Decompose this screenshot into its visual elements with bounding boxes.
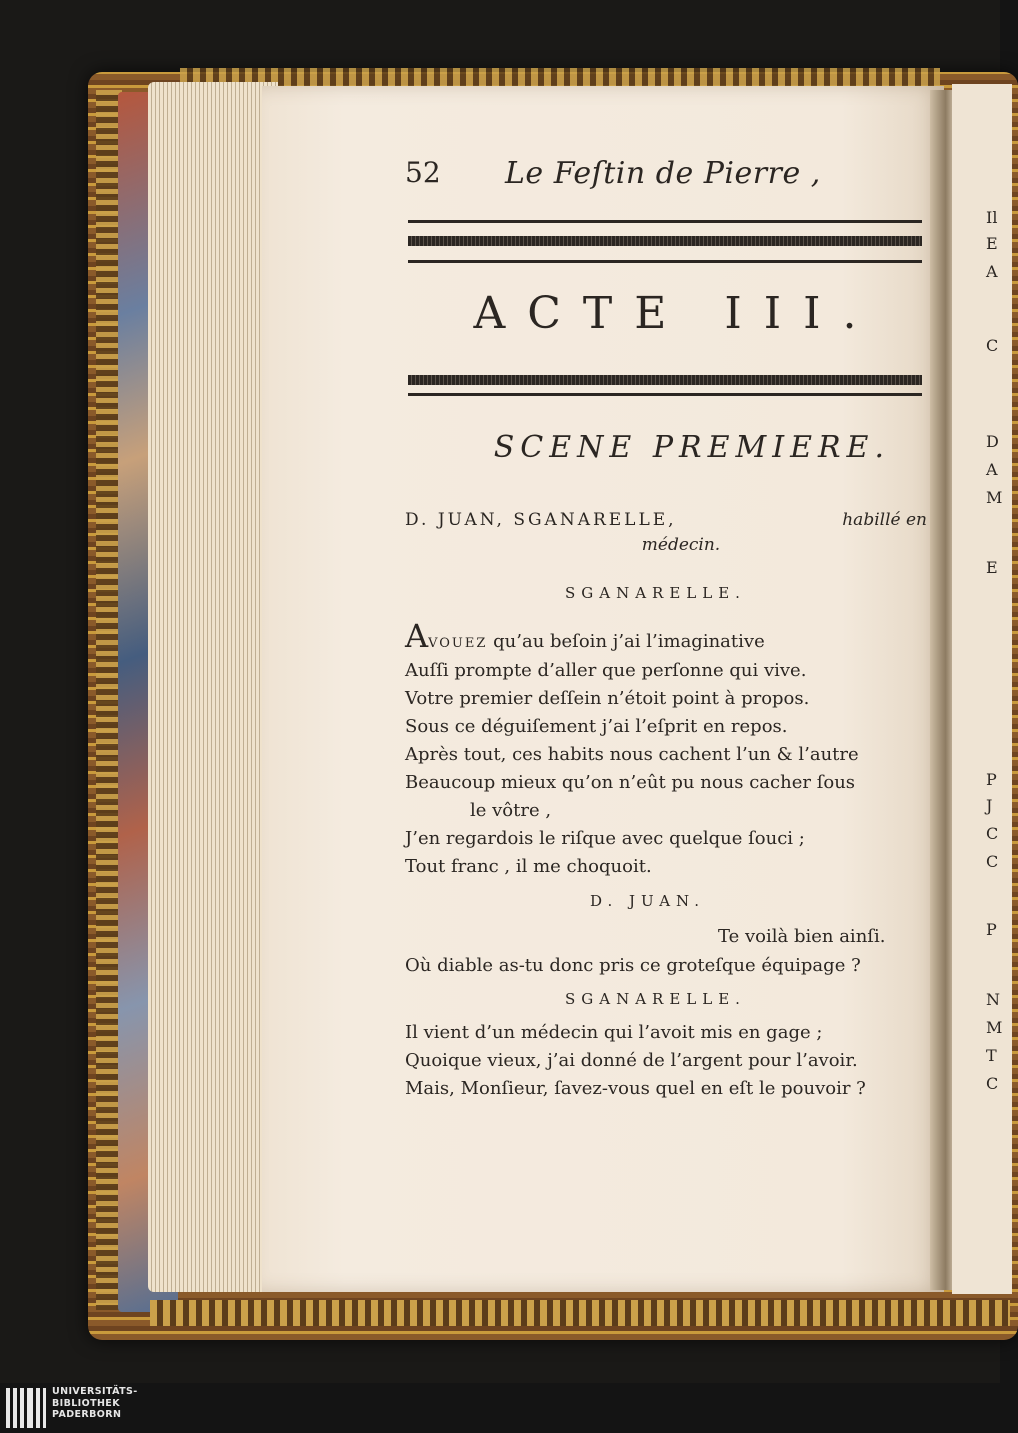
footer-bar [0, 1383, 1000, 1433]
verse-line: Votre premier deſſein n’étoit point à propos. [405, 688, 810, 709]
verse-line [405, 617, 935, 655]
facing-page-letter: A [986, 262, 998, 281]
verse-line: le vôtre , [470, 800, 552, 821]
speaker-sganarelle-2: SGANARELLE. [565, 990, 746, 1008]
verse-line: Tout franc , il me choquoit. [405, 856, 652, 877]
facing-page-letter: Il [986, 208, 998, 227]
facing-page-letter: E [986, 234, 998, 253]
verse-line: Il vient d’un médecin qui l’avoit mis en gage ; [405, 1022, 823, 1043]
right-page-fragment [952, 84, 1012, 1294]
speaker-sganarelle-1: SGANARELLE. [565, 584, 746, 602]
rule-thick-top [408, 236, 922, 246]
facing-page-letter: C [986, 1074, 999, 1093]
running-header [405, 150, 845, 200]
drop-cap: A [405, 617, 429, 655]
verse-line: J’en regardois le riſque avec quelque ſouci ; [405, 828, 805, 849]
facing-page-letter: M [986, 488, 1003, 507]
verse-line: Mais, Monſieur, ſavez-vous quel en eſt le pouvoir ? [405, 1078, 866, 1099]
logo-line-3: PADERBORN [52, 1409, 122, 1420]
page-edges [148, 82, 278, 1292]
library-logo-text [52, 1386, 138, 1421]
facing-page-letter: E [986, 558, 998, 577]
page-number: 52 [405, 156, 441, 189]
verse-line: Sous ce déguiſement j’ai l’eſprit en repos. [405, 716, 788, 737]
character-names: D. JUAN, SGANARELLE, [405, 510, 677, 530]
facing-page-letter: P [986, 920, 997, 939]
costume-note: habillé en [842, 510, 927, 530]
verse-line: Après tout, ces habits nous cachent l’un & l’autre [405, 744, 859, 765]
verse-text: qu’au beſoin j’ai l’imaginative [487, 631, 765, 652]
character-list [405, 508, 927, 558]
rule-thin-bottom [408, 393, 922, 396]
gilt-bottom-border [150, 1300, 1010, 1326]
facing-page-letter: J [986, 796, 993, 815]
facing-page-letter: T [986, 1046, 997, 1065]
library-logo-icon [6, 1388, 46, 1428]
logo-line-2: BIBLIOTHEK [52, 1397, 120, 1409]
facing-page-letter: N [986, 990, 1000, 1009]
logo-line-1: UNIVERSITÄTS- [52, 1386, 138, 1397]
facing-page-letter: C [986, 852, 999, 871]
facing-page-letter: P [986, 770, 997, 789]
act-title: ACTE III. [473, 288, 879, 339]
rule-thin-top [408, 220, 922, 223]
facing-page-letter: A [986, 460, 998, 479]
facing-page-letter: D [986, 432, 999, 451]
scene-title: SCENE PREMIERE. [493, 430, 890, 465]
speaker-don-juan: D. JUAN. [590, 892, 705, 910]
verse-line: Beaucoup mieux qu’on n’eût pu nous cacher ſous [405, 772, 856, 793]
costume-note-cont: médecin. [641, 535, 721, 555]
facing-page-letter: M [986, 1018, 1003, 1037]
verse-smallcaps: VOUEZ [428, 636, 488, 651]
verse-line: Te voilà bien ainſi. [718, 926, 886, 947]
running-title: Le Feſtin de Pierre , [505, 156, 821, 191]
verse-line: Où diable as-tu donc pris ce groteſque équipage ? [405, 955, 861, 976]
verse-line: Auſſi prompte d’aller que perſonne qui vive. [405, 660, 807, 681]
facing-page-letter: C [986, 336, 999, 355]
verse-line: Quoique vieux, j’ai donné de l’argent pour l’avoir. [405, 1050, 858, 1071]
facing-page-letter: C [986, 824, 999, 843]
rule-thin-top-2 [408, 260, 922, 263]
rule-thick-bottom [408, 375, 922, 385]
